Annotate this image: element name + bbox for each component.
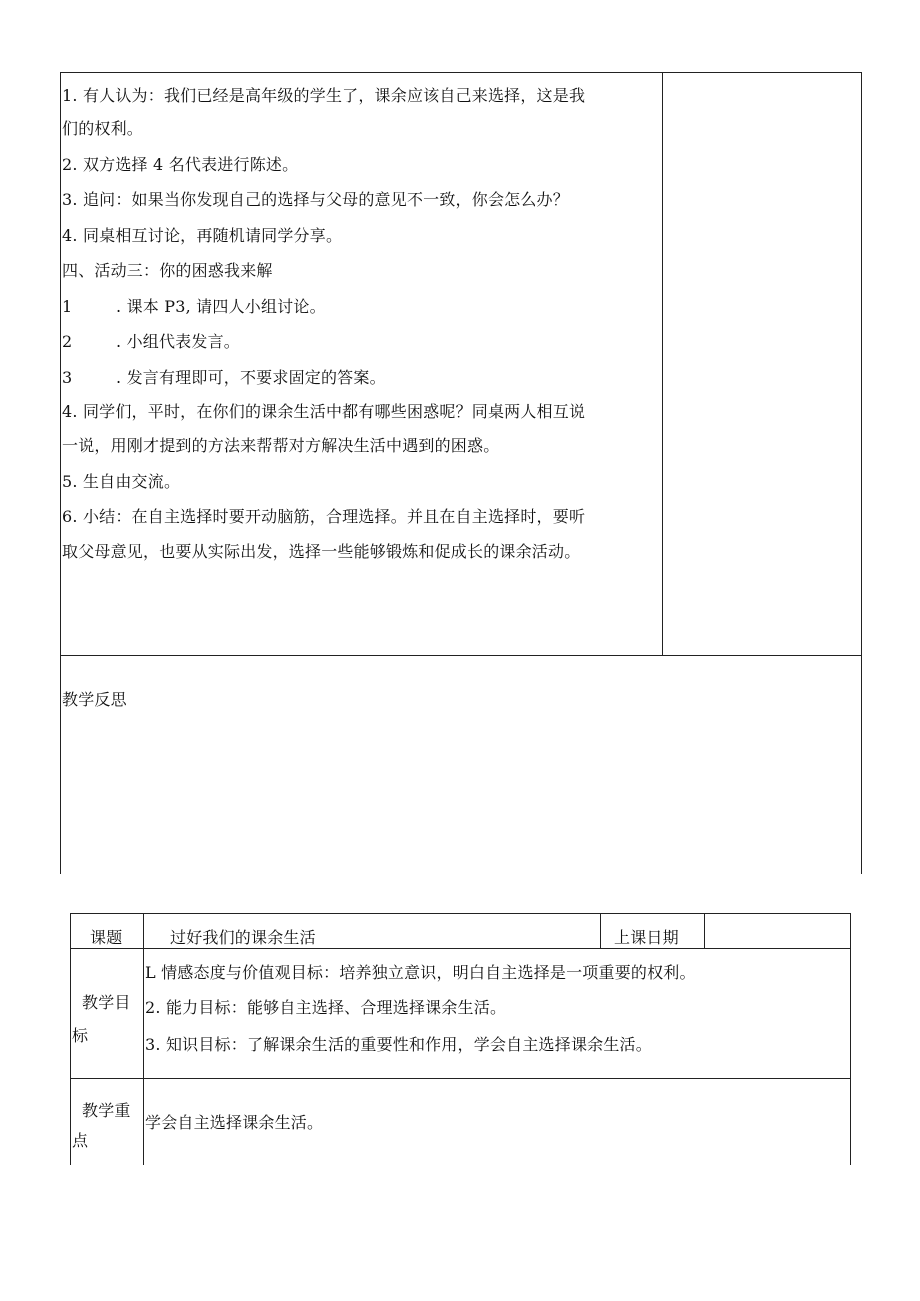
content-line: 5. 生自由交流。: [62, 472, 181, 491]
goals-label: 标: [72, 1026, 89, 1045]
numbered-item: [62, 297, 326, 317]
table2-top-border: [70, 913, 851, 914]
content-line: 一说，用刚才提到的方法来帮帮对方解决生活中遇到的困惑。: [62, 436, 500, 455]
table1-mid-border: [662, 72, 663, 655]
content-line: 2. 双方选择 4 名代表进行陈述。: [62, 155, 299, 174]
topic-value: 过好我们的课余生活: [170, 928, 316, 947]
table2-date-left-border: [600, 913, 601, 948]
item-text: . 发言有理即可，不要求固定的答案。: [116, 368, 386, 387]
content-line: 们的权利。: [62, 119, 144, 138]
goal-line: L 情感态度与价值观目标：培养独立意识，明白自主选择是一项重要的权利。: [145, 963, 696, 982]
content-line: 4. 同学们，平时，在你们的课余生活中都有哪些困惑呢？同桌两人相互说: [62, 402, 586, 421]
table1-row-divider: [60, 655, 862, 656]
table1-left-border: [60, 72, 61, 874]
table1-right-border: [861, 72, 862, 874]
table2-label-col-border: [143, 913, 144, 1165]
item-text: . 小组代表发言。: [116, 332, 240, 351]
content-line: 1. 有人认为：我们已经是高年级的学生了，课余应该自己来选择，这是我: [62, 86, 586, 105]
item-number: 3: [62, 368, 73, 387]
topic-label: 课题: [90, 928, 123, 947]
numbered-item: [62, 332, 240, 352]
item-text: . 课本 P3, 请四人小组讨论。: [116, 297, 326, 316]
table2-date-right-border: [704, 913, 705, 948]
table2-left-border: [70, 913, 71, 1165]
content-line: 4. 同桌相互讨论，再随机请同学分享。: [62, 226, 343, 245]
numbered-item: [62, 368, 386, 388]
focus-label: 点: [72, 1131, 89, 1150]
item-number: 1: [62, 297, 73, 316]
content-line: 取父母意见，也要从实际出发，选择一些能够锻炼和促成长的课余活动。: [62, 542, 581, 561]
table1-top-border: [60, 72, 862, 73]
focus-value: 学会自主选择课余生活。: [145, 1113, 324, 1132]
goals-label: 教学目: [82, 993, 131, 1012]
item-number: 2: [62, 332, 73, 351]
date-label: 上课日期: [614, 928, 679, 947]
section-heading: 四、活动三：你的困惑我来解: [62, 261, 273, 280]
goal-line: 3. 知识目标：了解课余生活的重要性和作用，学会自主选择课余生活。: [145, 1035, 652, 1054]
table2-row1-divider: [70, 948, 851, 949]
reflection-label: 教学反思: [62, 690, 127, 709]
content-line: 3. 追问：如果当你发现自己的选择与父母的意见不一致，你会怎么办？: [62, 190, 569, 209]
goal-line: 2. 能力目标：能够自主选择、合理选择课余生活。: [145, 998, 507, 1017]
table2-row2-divider: [70, 1078, 851, 1079]
focus-label: 教学重: [82, 1101, 131, 1120]
content-line: 6. 小结：在自主选择时要开动脑筋，合理选择。并且在自主选择时，要听: [62, 507, 586, 526]
table2-right-border: [850, 913, 851, 1165]
